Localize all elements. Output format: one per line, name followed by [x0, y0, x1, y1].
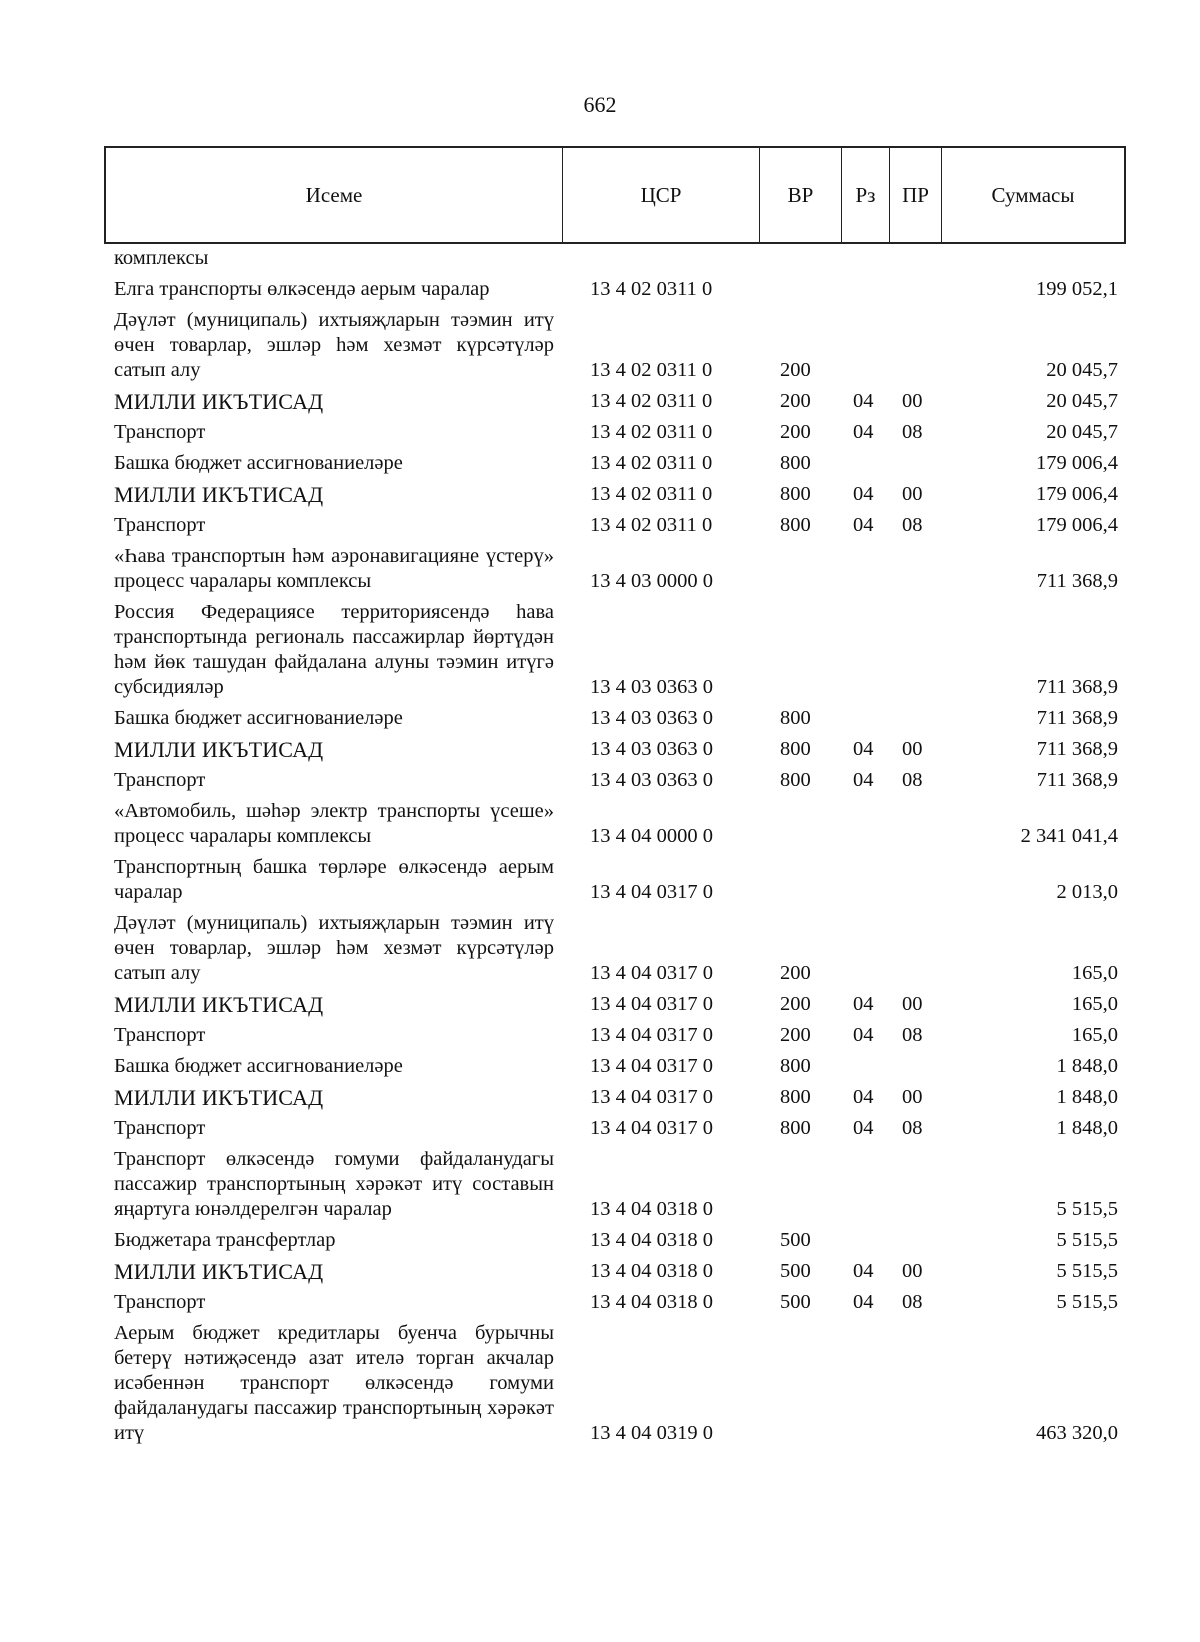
row-name: МИЛЛИ ИКЪТИСАД	[114, 1259, 324, 1284]
table-row	[0, 451, 1200, 476]
table-row	[0, 768, 1200, 793]
row-csr: 13 4 04 0000 0	[590, 825, 713, 847]
row-rz: 04	[853, 1117, 874, 1139]
row-pr: 08	[902, 421, 923, 443]
row-csr: 13 4 02 0311 0	[590, 359, 713, 381]
row-rz: 04	[853, 421, 874, 443]
table-row	[0, 246, 1200, 271]
table-row	[0, 389, 1200, 414]
row-name: Елга транспорты өлкәсендә аерым чаралар	[114, 278, 490, 300]
row-vr: 200	[780, 359, 811, 381]
table-row	[0, 1259, 1200, 1284]
header-sum: Суммасы	[991, 182, 1075, 207]
row-name: МИЛЛИ ИКЪТИСАД	[114, 992, 324, 1017]
row-sum: 463 320,0	[1036, 1422, 1118, 1444]
row-vr: 500	[780, 1291, 811, 1313]
row-name: Транспортның башка төрләре өлкәсендә аерым чаралар	[114, 856, 554, 903]
row-sum: 1 848,0	[1056, 1055, 1118, 1077]
row-pr: 08	[902, 514, 923, 536]
row-rz: 04	[853, 769, 874, 791]
row-pr: 00	[902, 993, 923, 1015]
table-row	[0, 992, 1200, 1017]
table-row	[0, 277, 1200, 302]
row-name: Транспорт	[114, 769, 206, 791]
row-vr: 200	[780, 1024, 811, 1046]
row-csr: 13 4 04 0318 0	[590, 1291, 713, 1313]
row-rz: 04	[853, 1291, 874, 1313]
table-row	[0, 600, 1200, 700]
table-body	[0, 246, 1200, 1452]
row-csr: 13 4 04 0319 0	[590, 1422, 713, 1444]
row-pr: 08	[902, 1291, 923, 1313]
row-rz: 04	[853, 1086, 874, 1108]
row-name: Бюджетара трансфертлар	[114, 1229, 336, 1251]
table-row	[0, 799, 1200, 849]
row-csr: 13 4 04 0318 0	[590, 1229, 713, 1251]
row-csr: 13 4 04 0317 0	[590, 881, 713, 903]
table-row	[0, 737, 1200, 762]
row-rz: 04	[853, 738, 874, 760]
row-rz: 04	[853, 514, 874, 536]
row-csr: 13 4 04 0317 0	[590, 993, 713, 1015]
table-row	[0, 706, 1200, 731]
row-vr: 800	[780, 738, 811, 760]
table-row	[0, 482, 1200, 507]
row-csr: 13 4 04 0318 0	[590, 1260, 713, 1282]
row-name: Башка бюджет ассигнованиеләре	[114, 1055, 403, 1077]
row-pr: 00	[902, 390, 923, 412]
table-row	[0, 544, 1200, 594]
row-vr: 200	[780, 421, 811, 443]
row-vr: 200	[780, 993, 811, 1015]
table-row	[0, 855, 1200, 905]
row-pr: 00	[902, 1086, 923, 1108]
row-pr: 00	[902, 738, 923, 760]
row-sum: 711 368,9	[1036, 570, 1118, 592]
header-pr: ПР	[890, 148, 942, 242]
row-sum: 711 368,9	[1036, 676, 1118, 698]
table-row	[0, 911, 1200, 986]
row-name: Транспорт	[114, 1291, 206, 1313]
row-name: Башка бюджет ассигнованиеләре	[114, 452, 403, 474]
row-vr: 500	[780, 1260, 811, 1282]
row-csr: 13 4 02 0311 0	[590, 421, 713, 443]
row-name: МИЛЛИ ИКЪТИСАД	[114, 737, 324, 762]
row-sum: 5 515,5	[1056, 1260, 1118, 1282]
row-pr: 08	[902, 769, 923, 791]
row-csr: 13 4 04 0318 0	[590, 1198, 713, 1220]
header-name: Исеме	[106, 148, 563, 242]
row-name: Транспорт	[114, 514, 206, 536]
row-csr: 13 4 03 0363 0	[590, 707, 713, 729]
row-vr: 800	[780, 769, 811, 791]
row-name: Башка бюджет ассигнованиеләре	[114, 707, 403, 729]
table-row	[0, 1228, 1200, 1253]
row-sum: 165,0	[1071, 993, 1118, 1015]
table-row	[0, 308, 1200, 383]
row-name: МИЛЛИ ИКЪТИСАД	[114, 1085, 324, 1110]
row-sum: 20 045,7	[1046, 390, 1118, 412]
row-csr: 13 4 04 0317 0	[590, 1117, 713, 1139]
row-name: Транспорт	[114, 1117, 206, 1139]
header-csr: ЦСР	[563, 148, 760, 242]
row-name: Транспорт өлкәсендә гомуми файдаланудагы пассажир транспортының хәрәкәт итү составын яңартуга юнәлдерелгән чаралар	[114, 1148, 554, 1220]
row-name: Аерым бюджет кредитлары буенча бурычны бетерү нәтиҗәсендә азат ителә торган акчалар исәбеннән транспорт өлкәсендә гомуми файдаланудагы пассажир транспортының хәрәкәт итү	[114, 1322, 554, 1444]
row-vr: 800	[780, 452, 811, 474]
row-name: «Автомобиль, шәһәр электр транспорты үсеше» процесс чаралары комплексы	[114, 800, 554, 847]
row-sum: 2 341 041,4	[1020, 825, 1118, 847]
row-sum: 2 013,0	[1056, 881, 1118, 903]
row-csr: 13 4 04 0317 0	[590, 1086, 713, 1108]
row-sum: 711 368,9	[1036, 738, 1118, 760]
table-row	[0, 1023, 1200, 1048]
row-pr: 00	[902, 1260, 923, 1282]
row-vr: 500	[780, 1229, 811, 1251]
row-name: Россия Федерациясе территориясендә һава транспортында региональ пассажирлар йөртүдән һәм йөк ташудан файдалана алуны тәэмин итүгә субсидияләр	[114, 601, 554, 698]
row-name: Транспорт	[114, 1024, 206, 1046]
table-header	[104, 146, 1126, 244]
row-name: комплексы	[114, 247, 209, 269]
table-row	[0, 1147, 1200, 1222]
row-csr: 13 4 02 0311 0	[590, 483, 713, 505]
row-csr: 13 4 04 0317 0	[590, 1024, 713, 1046]
row-sum: 20 045,7	[1046, 421, 1118, 443]
table-row	[0, 1321, 1200, 1446]
row-sum: 1 848,0	[1056, 1086, 1118, 1108]
row-csr: 13 4 03 0363 0	[590, 676, 713, 698]
header-vr: ВР	[760, 148, 842, 242]
row-csr: 13 4 04 0317 0	[590, 1055, 713, 1077]
table-row	[0, 1054, 1200, 1079]
row-rz: 04	[853, 483, 874, 505]
page-number: 662	[583, 92, 617, 117]
row-rz: 04	[853, 1260, 874, 1282]
row-pr: 00	[902, 483, 923, 505]
row-csr: 13 4 02 0311 0	[590, 278, 713, 300]
row-csr: 13 4 04 0317 0	[590, 962, 713, 984]
row-csr: 13 4 03 0363 0	[590, 738, 713, 760]
row-name: Дәүләт (муниципаль) ихтыяҗларын тәэмин итү өчен товарлар, эшләр һәм хезмәт күрсәтүләр сатып алу	[114, 309, 554, 381]
row-name: «Һава транспортын һәм аэронавигацияне үстерү» процесс чаралары комплексы	[114, 545, 554, 592]
row-sum: 5 515,5	[1056, 1291, 1118, 1313]
table-row	[0, 1290, 1200, 1315]
row-sum: 20 045,7	[1046, 359, 1118, 381]
row-sum: 165,0	[1071, 962, 1118, 984]
row-sum: 5 515,5	[1056, 1229, 1118, 1251]
row-vr: 800	[780, 1055, 811, 1077]
row-csr: 13 4 03 0363 0	[590, 769, 713, 791]
row-sum: 199 052,1	[1036, 278, 1118, 300]
header-rz: Рз	[842, 148, 890, 242]
row-sum: 711 368,9	[1036, 707, 1118, 729]
table-row	[0, 1085, 1200, 1110]
row-csr: 13 4 02 0311 0	[590, 514, 713, 536]
row-pr: 08	[902, 1024, 923, 1046]
row-vr: 800	[780, 1086, 811, 1108]
row-name: МИЛЛИ ИКЪТИСАД	[114, 389, 324, 414]
row-vr: 800	[780, 514, 811, 536]
row-rz: 04	[853, 390, 874, 412]
row-pr: 08	[902, 1117, 923, 1139]
table-row	[0, 1116, 1200, 1141]
row-sum: 179 006,4	[1036, 483, 1118, 505]
row-name: МИЛЛИ ИКЪТИСАД	[114, 482, 324, 507]
row-csr: 13 4 03 0000 0	[590, 570, 713, 592]
row-vr: 800	[780, 1117, 811, 1139]
row-csr: 13 4 02 0311 0	[590, 390, 713, 412]
row-vr: 800	[780, 483, 811, 505]
row-sum: 5 515,5	[1056, 1198, 1118, 1220]
row-vr: 200	[780, 962, 811, 984]
row-vr: 200	[780, 390, 811, 412]
row-sum: 165,0	[1071, 1024, 1118, 1046]
table-row	[0, 420, 1200, 445]
table-row	[0, 513, 1200, 538]
row-vr: 800	[780, 707, 811, 729]
row-name: Дәүләт (муниципаль) ихтыяҗларын тәэмин итү өчен товарлар, эшләр һәм хезмәт күрсәтүләр сатып алу	[114, 912, 554, 984]
row-sum: 179 006,4	[1036, 452, 1118, 474]
row-sum: 179 006,4	[1036, 514, 1118, 536]
row-csr: 13 4 02 0311 0	[590, 452, 713, 474]
row-rz: 04	[853, 1024, 874, 1046]
row-sum: 1 848,0	[1056, 1117, 1118, 1139]
row-sum: 711 368,9	[1036, 769, 1118, 791]
row-rz: 04	[853, 993, 874, 1015]
row-name: Транспорт	[114, 421, 206, 443]
